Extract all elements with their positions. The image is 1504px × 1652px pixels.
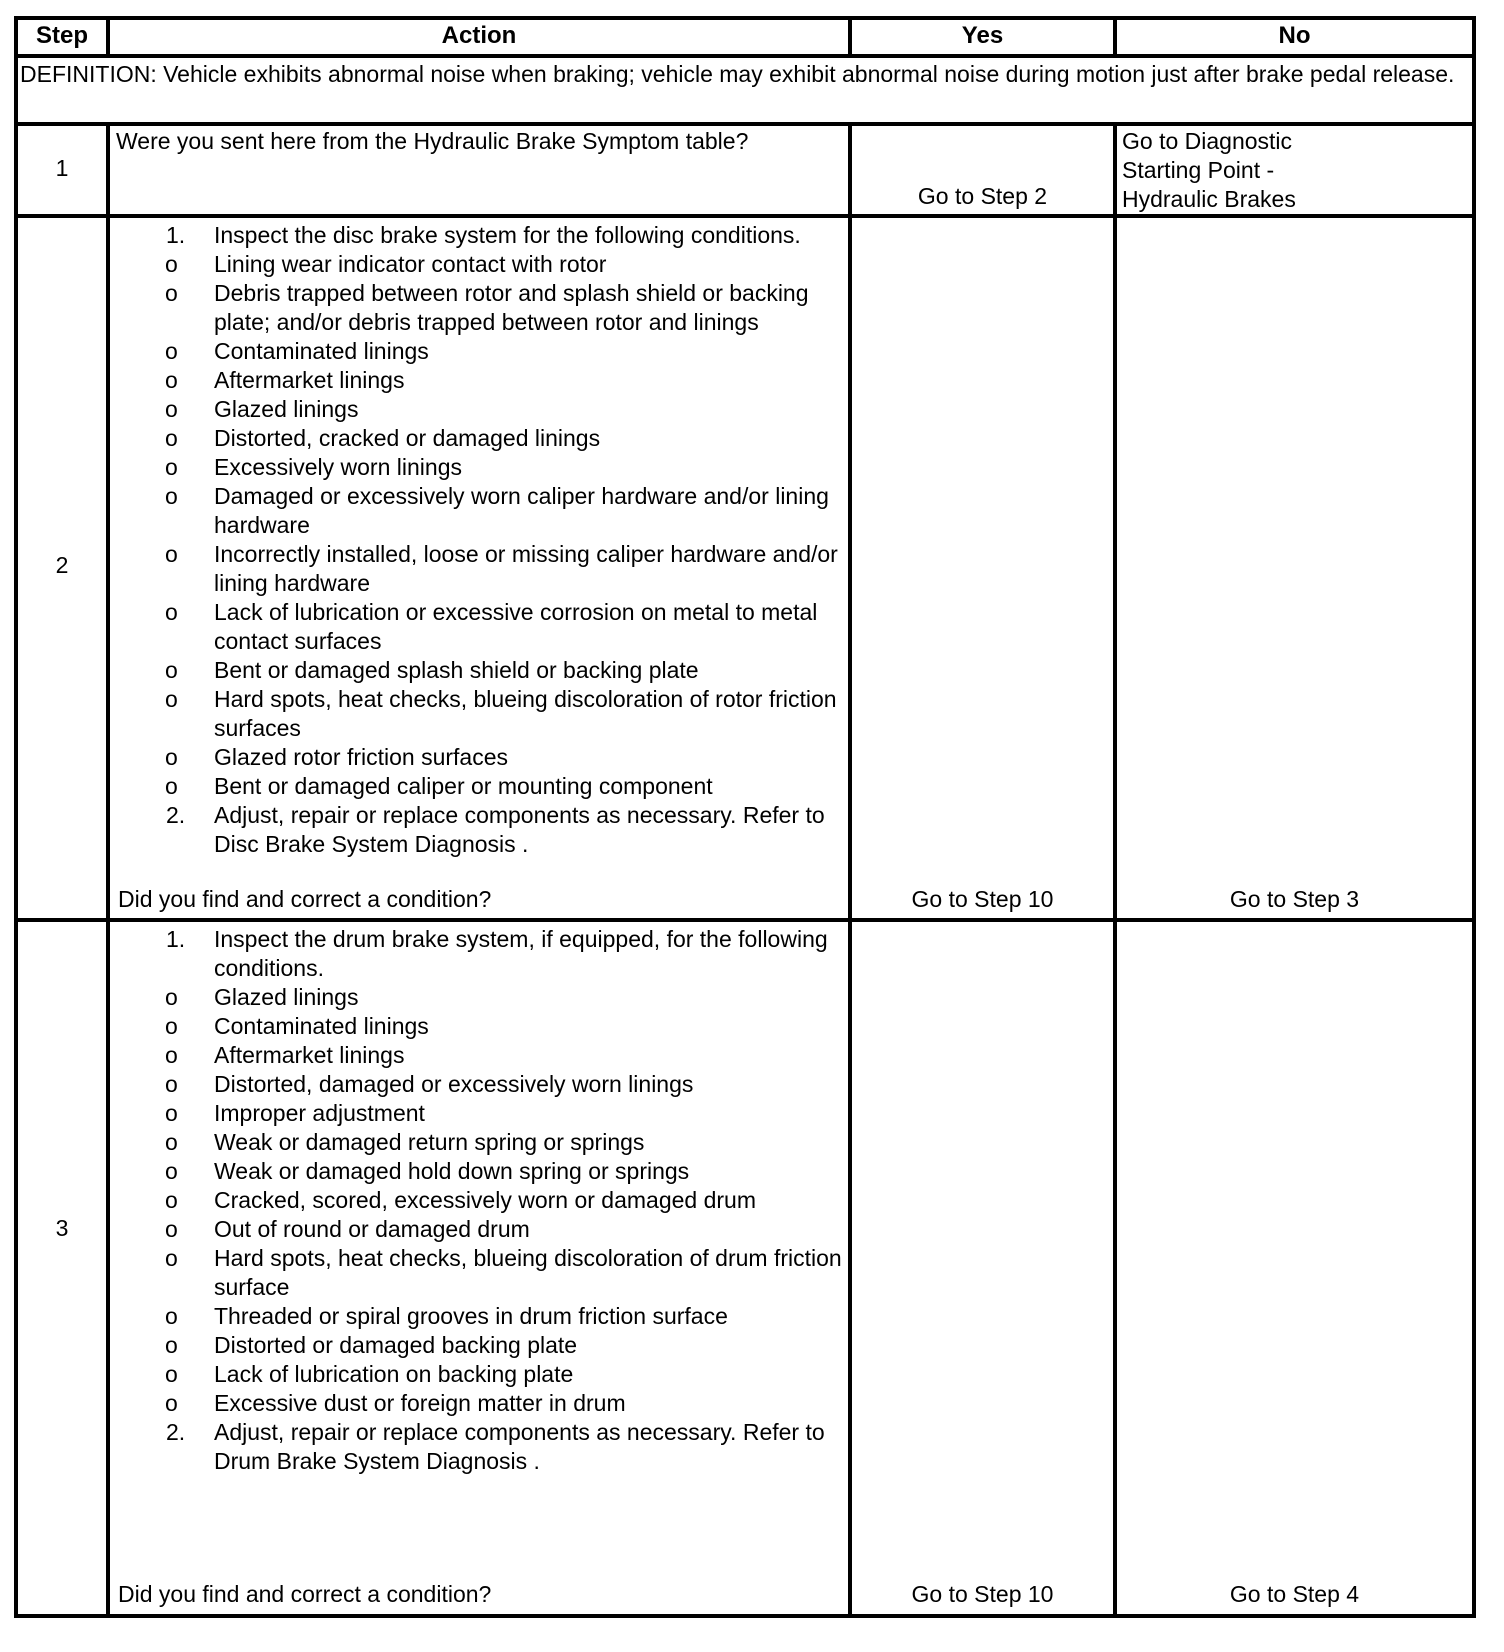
list-item: [118, 1070, 858, 1099]
list-item: [118, 424, 858, 453]
step-number-3: 3: [55, 1215, 69, 1241]
bullet: o: [165, 1390, 178, 1416]
list-item-text: Debris trapped between rotor and splash shield or backing plate; and/or debris trapped between rotor and linings: [214, 280, 809, 335]
list-item-text: Weak or damaged return spring or springs: [214, 1129, 645, 1155]
rule-row2-bottom: [14, 918, 1476, 922]
bullet: o: [165, 454, 178, 480]
rule-step-action-body: [106, 122, 110, 1618]
row3-item-1: [118, 925, 858, 1418]
list-item: [118, 279, 858, 337]
list-item: [118, 250, 858, 279]
row3-item-1-text: Inspect the drum brake system, if equipped, for the following conditions.: [214, 926, 828, 981]
list-item: [118, 1302, 858, 1331]
bullet: o: [165, 338, 178, 364]
row3-no: Go to Step 4: [1229, 1581, 1360, 1607]
list-item-text: Threaded or spiral grooves in drum friction surface: [214, 1303, 728, 1329]
rule-yes-no-body: [1113, 122, 1117, 1618]
bullet: o: [165, 483, 178, 509]
bullet: o: [165, 1158, 178, 1184]
list-item: [118, 453, 858, 482]
rule-header-bottom: [14, 54, 1476, 58]
row3-item-1-number: 1.: [166, 926, 186, 952]
row3-item-2-text: Adjust, repair or replace components as necessary. Refer to Drum Brake System Diagnosis .: [214, 1419, 825, 1474]
bullet: o: [165, 686, 178, 712]
list-item-text: Contaminated linings: [214, 1013, 429, 1039]
header-no: No: [1278, 22, 1311, 49]
list-item-text: Excessively worn linings: [214, 454, 462, 480]
row2-no: Go to Step 3: [1229, 886, 1360, 912]
list-item-text: Improper adjustment: [214, 1100, 425, 1126]
row3-condition-list: [118, 983, 858, 1418]
list-item: [118, 395, 858, 424]
row1-action: Were you sent here from the Hydraulic Brake Symptom table?: [116, 128, 749, 154]
header-action: Action: [441, 22, 517, 49]
list-item: [118, 1360, 858, 1389]
list-item-text: Excessive dust or foreign matter in drum: [214, 1390, 626, 1416]
row2-question: Did you find and correct a condition?: [118, 886, 492, 912]
list-item-text: Aftermarket linings: [214, 367, 405, 393]
row2-item-2: [118, 801, 858, 859]
list-item-text: Out of round or damaged drum: [214, 1216, 530, 1242]
list-item: [118, 772, 858, 801]
bullet: o: [165, 541, 178, 567]
list-item-text: Bent or damaged caliper or mounting component: [214, 773, 713, 799]
list-item: [118, 598, 858, 656]
list-item: [118, 1389, 858, 1418]
row3-action-list: [118, 925, 858, 1476]
list-item-text: Weak or damaged hold down spring or springs: [214, 1158, 690, 1184]
list-item: [118, 1128, 858, 1157]
list-item-text: Damaged or excessively worn caliper hardware and/or lining hardware: [214, 483, 829, 538]
row2-item-1-number: 1.: [166, 222, 186, 248]
list-item-text: Distorted, damaged or excessively worn linings: [214, 1071, 694, 1097]
bullet: o: [165, 1245, 178, 1271]
row2-yes: Go to Step 10: [911, 886, 1054, 912]
row1-no: Go to Diagnostic Starting Point - Hydraulic Brakes: [1122, 128, 1296, 212]
bullet: o: [165, 251, 178, 277]
list-item-text: Distorted, cracked or damaged linings: [214, 425, 601, 451]
list-item: [118, 983, 858, 1012]
list-item: [118, 743, 858, 772]
list-item: [118, 656, 858, 685]
bullet: o: [165, 367, 178, 393]
step-number-1: 1: [55, 155, 69, 181]
list-item-text: Cracked, scored, excessively worn or damaged drum: [214, 1187, 757, 1213]
row2-item-2-text: Adjust, repair or replace components as necessary. Refer to Disc Brake System Diagnosis .: [214, 802, 825, 857]
list-item: [118, 540, 858, 598]
list-item-text: Contaminated linings: [214, 338, 429, 364]
bullet: o: [165, 744, 178, 770]
diagnostic-table: [14, 16, 1476, 1618]
list-item: [118, 1099, 858, 1128]
bullet: o: [165, 1042, 178, 1068]
list-item-text: Lack of lubrication on backing plate: [214, 1361, 574, 1387]
bullet: o: [165, 396, 178, 422]
list-item-text: Glazed linings: [214, 984, 359, 1010]
bullet: o: [165, 1361, 178, 1387]
bullet: o: [165, 773, 178, 799]
list-item: [118, 1041, 858, 1070]
header-yes: Yes: [961, 22, 1004, 49]
row3-yes: Go to Step 10: [911, 1581, 1054, 1607]
list-item: [118, 1331, 858, 1360]
bullet: o: [165, 657, 178, 683]
list-item-text: Glazed rotor friction surfaces: [214, 744, 509, 770]
row2-item-1-text: Inspect the disc brake system for the following conditions.: [214, 222, 801, 248]
list-item-text: Distorted or damaged backing plate: [214, 1332, 578, 1358]
row2-condition-list: [118, 250, 858, 801]
list-item-text: Aftermarket linings: [214, 1042, 405, 1068]
list-item: [118, 685, 858, 743]
row2-action-list: [118, 221, 858, 859]
rule-left: [14, 16, 18, 1618]
list-item: [118, 1157, 858, 1186]
rule-bottom: [14, 1614, 1476, 1618]
list-item: [118, 1186, 858, 1215]
list-item-text: Incorrectly installed, loose or missing caliper hardware and/or lining hardware: [214, 541, 838, 596]
bullet: o: [165, 425, 178, 451]
list-item-text: Hard spots, heat checks, blueing discoloration of drum friction surface: [214, 1245, 842, 1300]
row2-item-2-number: 2.: [166, 802, 186, 828]
bullet: o: [165, 1100, 178, 1126]
list-item-text: Bent or damaged splash shield or backing plate: [214, 657, 699, 683]
bullet: o: [165, 1187, 178, 1213]
list-item: [118, 1244, 858, 1302]
list-item: [118, 1012, 858, 1041]
row3-item-2: [118, 1418, 858, 1476]
bullet: o: [165, 1303, 178, 1329]
row3-question: Did you find and correct a condition?: [118, 1581, 492, 1607]
row3-item-2-number: 2.: [166, 1419, 186, 1445]
list-item: [118, 337, 858, 366]
bullet: o: [165, 1129, 178, 1155]
bullet: o: [165, 984, 178, 1010]
list-item: [118, 366, 858, 395]
rule-definition-bottom: [14, 122, 1476, 126]
list-item-text: Glazed linings: [214, 396, 359, 422]
bullet: o: [165, 1332, 178, 1358]
bullet: o: [165, 1013, 178, 1039]
bullet: o: [165, 1071, 178, 1097]
list-item-text: Lack of lubrication or excessive corrosion on metal to metal contact surfaces: [214, 599, 818, 654]
list-item: [118, 1215, 858, 1244]
rule-row1-bottom: [14, 214, 1476, 218]
step-number-2: 2: [55, 552, 69, 578]
list-item: [118, 482, 858, 540]
bullet: o: [165, 1216, 178, 1242]
row1-yes: Go to Step 2: [917, 183, 1048, 209]
list-item-text: Lining wear indicator contact with rotor: [214, 251, 607, 277]
bullet: o: [165, 599, 178, 625]
row2-item-1: [118, 221, 858, 801]
rule-right: [1472, 16, 1476, 1618]
definition-text: DEFINITION: Vehicle exhibits abnormal noise when braking; vehicle may exhibit abnormal noise during motion just after brake pedal release.: [20, 61, 1455, 87]
list-item-text: Hard spots, heat checks, blueing discoloration of rotor friction surfaces: [214, 686, 837, 741]
header-step: Step: [35, 22, 88, 49]
bullet: o: [165, 280, 178, 306]
